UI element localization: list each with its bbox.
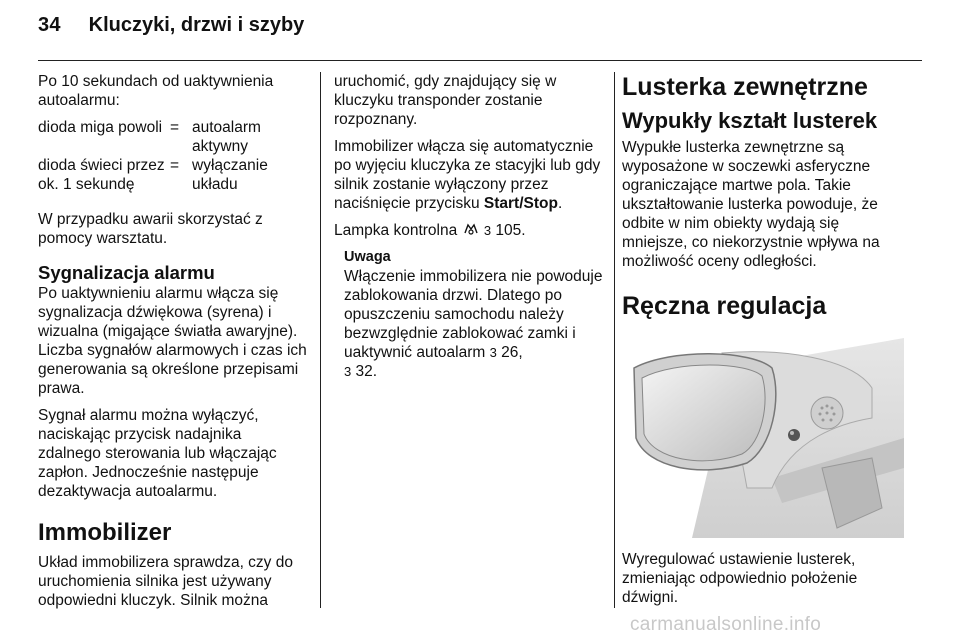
failure-text: W przypadku awarii skorzystać z pomocy warsztatu. (38, 211, 263, 247)
note-box (344, 248, 606, 381)
watermark: carmanualsonline.info (630, 614, 822, 635)
section-heading-signal: Sygnalizacja alarmu (38, 262, 215, 283)
section-heading-immobilizer: Immobilizer (38, 519, 172, 546)
immobilizer-warning-icon (462, 223, 480, 236)
note-text: Włączenie immobilizera nie powoduje zablokowania drzwi. Dlatego po opuszczeniu samochodu należy bezwzględnie zablokować zamki i uaktywnić autoalarm (344, 268, 603, 361)
mirror-illustration (622, 328, 904, 538)
led-status-table (38, 118, 308, 194)
intro-text: Po 10 sekundach od uaktywnienia autoalarmu: (38, 73, 274, 109)
page-reference: 32. (355, 363, 378, 380)
table-cell: dioda miga powoli (38, 119, 163, 136)
table-cell: wyłączanie układu (192, 157, 268, 193)
reference-arrow-icon: 3 (344, 364, 352, 379)
start-stop-label: Start/Stop (483, 195, 558, 212)
table-cell: = (170, 119, 180, 136)
figure-caption: Wyregulować ustawienie lusterek, zmieniając odpowiednio położenie dźwigni. (622, 551, 858, 606)
signal-paragraph-1: Po uaktywnieniu alarmu włącza się sygnalizacja dźwiękowa (syrena) i wizualna (migające światła awaryjne). Liczba sygnałów alarmowych i czas ich generowania są określone przepisami prawa. (38, 285, 307, 397)
page-header (38, 14, 304, 50)
column-middle (334, 72, 606, 381)
table-cell: autoalarm aktywny (192, 119, 261, 155)
note-title: Uwaga (344, 249, 391, 265)
column-left (38, 72, 308, 618)
text: Immobilizer włącza się automatycznie po wyjęciu kluczyka ze stacyjki lub gdy silnik zostanie wyłączony przez naciśnięcie przycisku (334, 138, 601, 212)
column-divider (614, 72, 615, 608)
page-reference: 26, (501, 344, 523, 361)
text: Lampka kontrolna (334, 222, 462, 239)
page-reference: 105. (495, 222, 526, 239)
signal-paragraph-2: Sygnał alarmu można wyłączyć, naciskając przycisk nadajnika zdalnego sterowania lub włączając zapłon. Jednocześnie następuje dezaktywacja autoalarmu. (38, 407, 277, 500)
section-heading-convex: Wypukły kształt lusterek (622, 108, 878, 133)
table-cell: dioda świeci przez ok. 1 sekundę (38, 157, 165, 193)
convex-paragraph: Wypukłe lusterka zewnętrzne są wyposażone w soczewki asferyczne ograniczające martwe pola. Takie ukształtowanie lusterka powoduje, że odbite w nim obiekty wydają się mniejsze, co niekorzystnie wpływa na możliwość oceny odległości. (622, 139, 880, 270)
page-title: Kluczyki, drzwi i szyby (88, 14, 305, 36)
table-cell: = (170, 157, 180, 174)
header-rule (38, 60, 922, 61)
column-divider (320, 72, 321, 608)
immobilizer-paragraph: Układ immobilizera sprawdza, czy do uruchomienia silnika jest używany odpowiedni kluczyk. Silnik można (38, 554, 293, 609)
control-lamp-paragraph (334, 221, 606, 240)
column-right (622, 72, 904, 321)
reference-arrow-icon: 3 (489, 345, 497, 360)
page-number: 34 (38, 14, 61, 36)
section-heading-mirrors: Lusterka zewnętrzne (622, 73, 868, 101)
immobilizer-activation-paragraph (334, 137, 606, 213)
reference-arrow-icon: 3 (483, 223, 492, 238)
continued-paragraph: uruchomić, gdy znajdujący się w kluczyku transponder zostanie rozpoznany. (334, 73, 557, 128)
section-heading-manual: Ręczna regulacja (622, 292, 827, 320)
text: . (557, 195, 563, 212)
